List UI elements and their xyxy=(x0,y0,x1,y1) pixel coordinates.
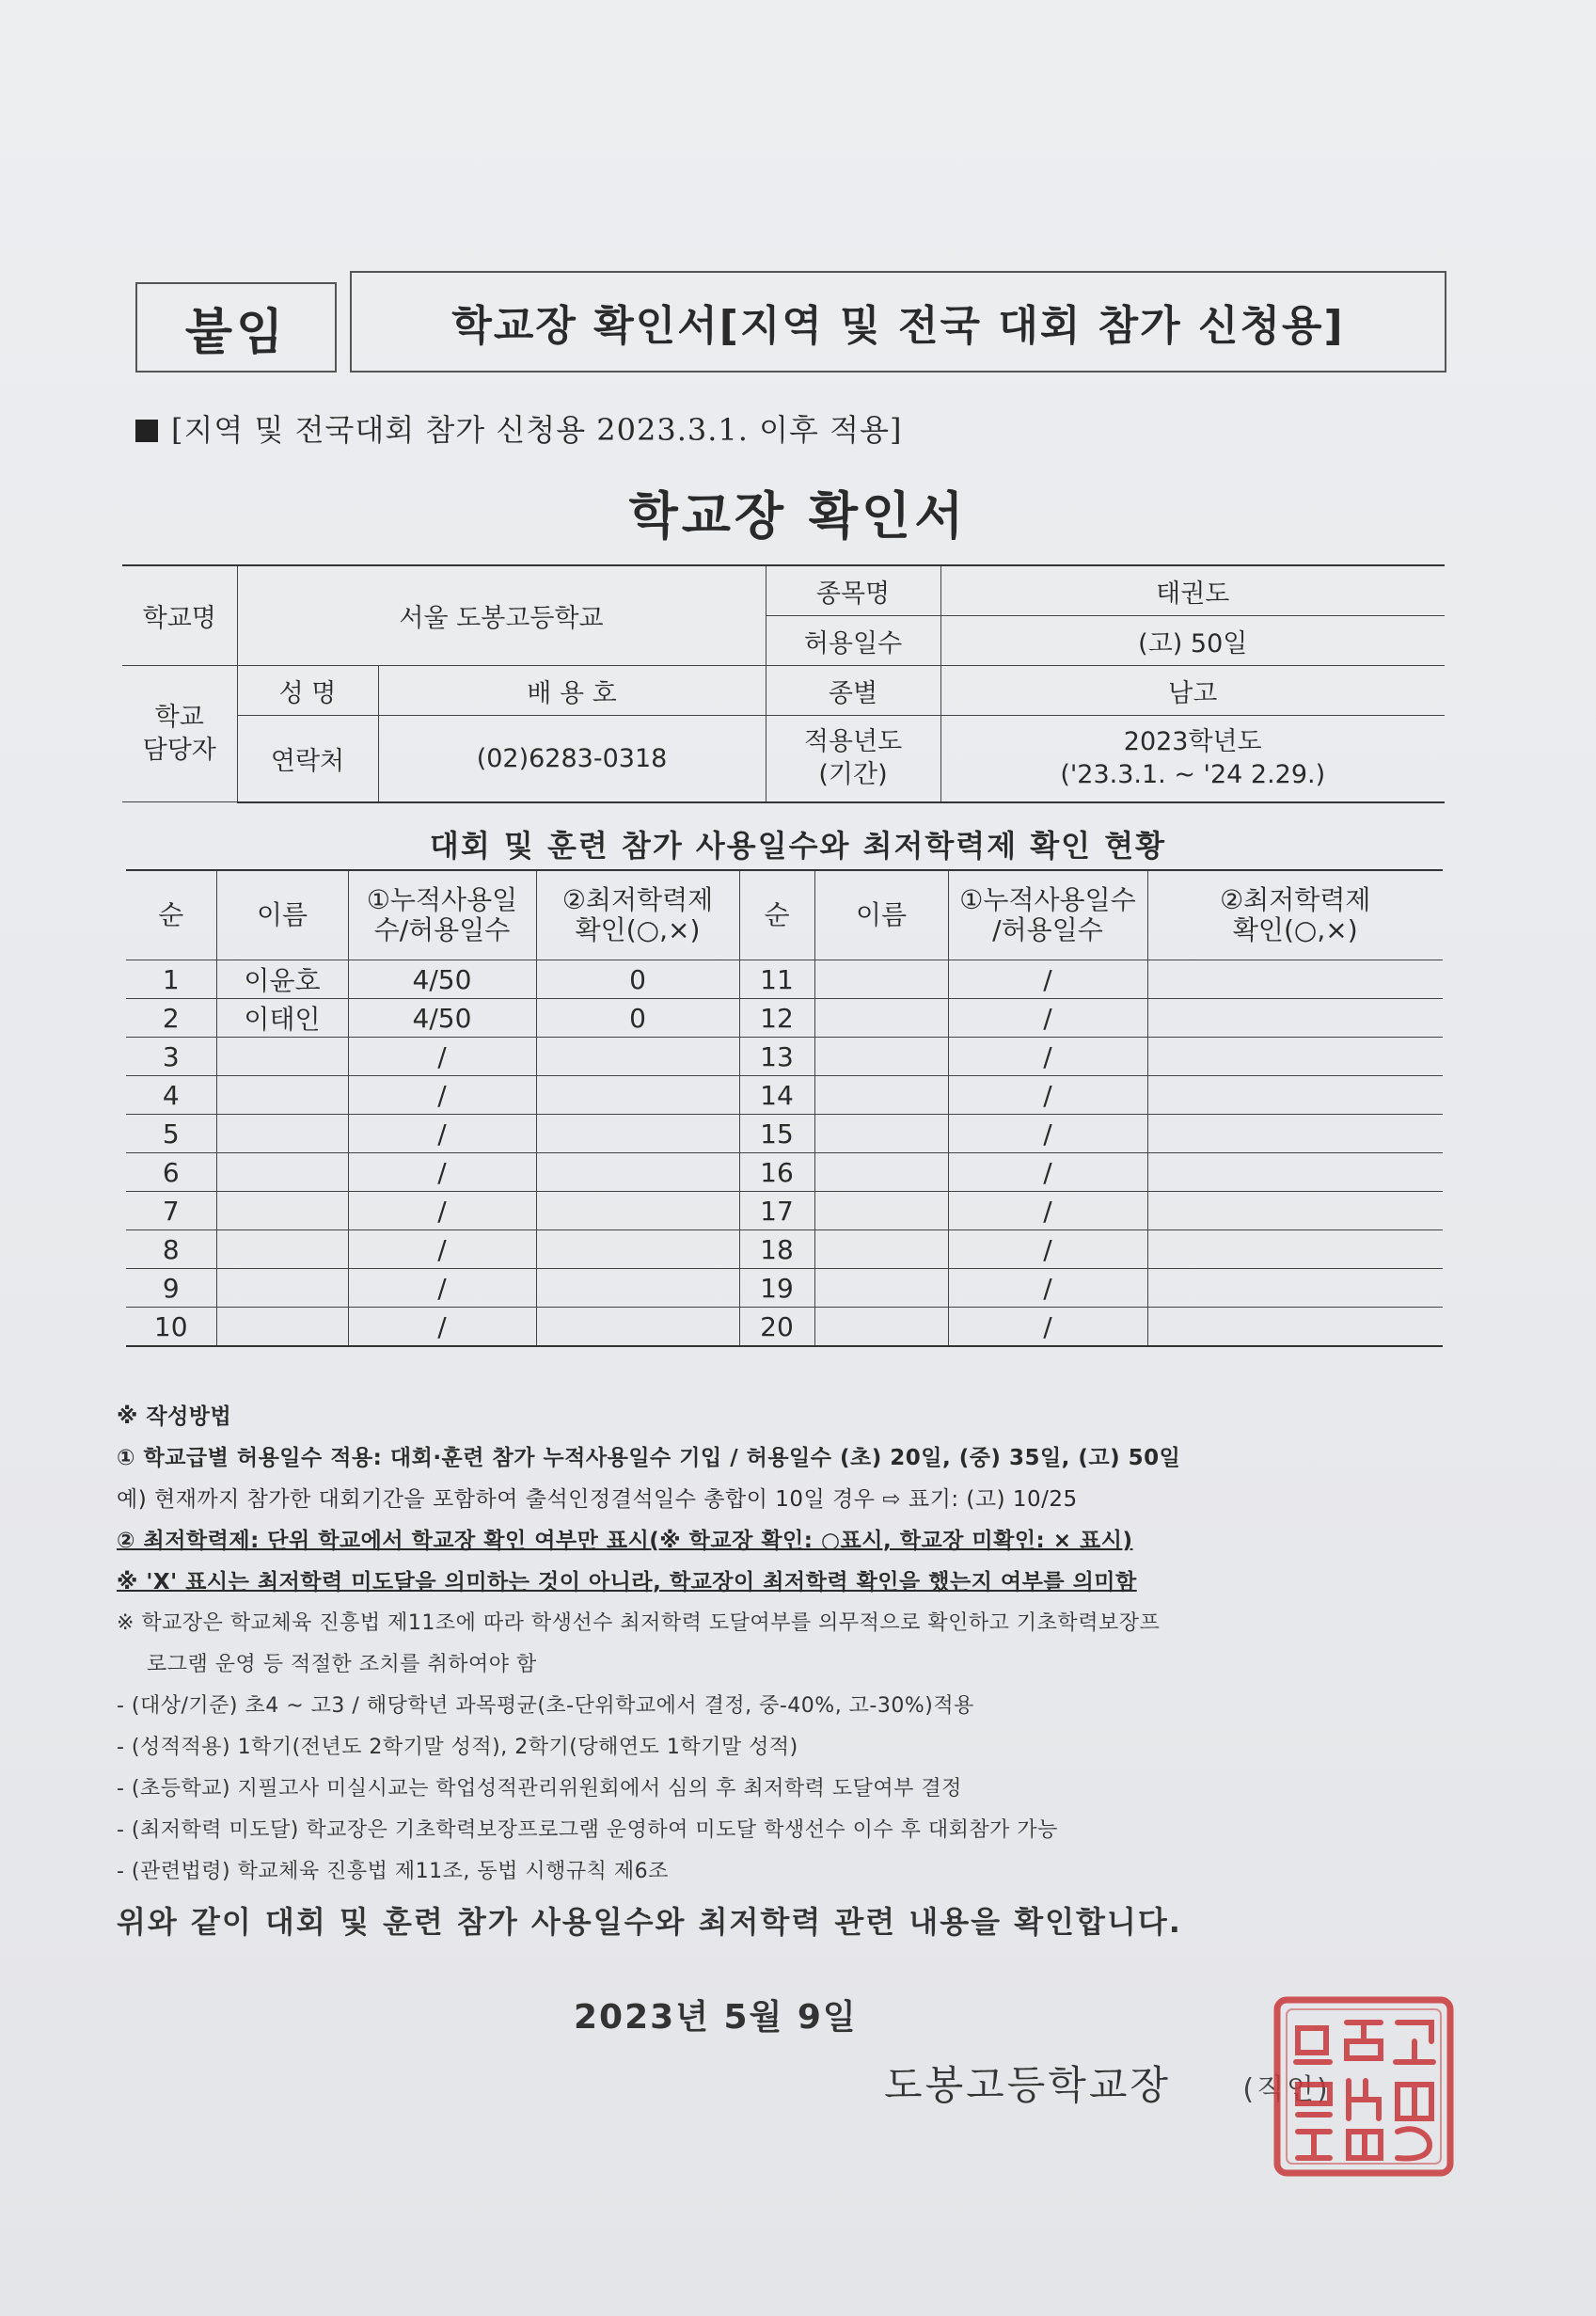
note-line-5a: ※ 학교장은 학교체육 진흥법 제11조에 따라 학생선수 최저학력 도달여부를 의무적으로 확인하고 기초학력보장프 xyxy=(117,1611,1161,1635)
row-check xyxy=(536,1115,739,1153)
row-check xyxy=(536,1153,739,1192)
row-num-right: 20 xyxy=(739,1308,814,1347)
row-num: 6 xyxy=(126,1153,216,1192)
gender-label: 종별 xyxy=(766,666,940,716)
table-row xyxy=(126,1038,1443,1076)
row-name-right xyxy=(814,960,948,999)
table-row xyxy=(126,1269,1443,1308)
table-row xyxy=(126,960,1443,999)
row-days: 4/50 xyxy=(348,999,536,1038)
instructions xyxy=(117,1396,1471,1893)
row-name xyxy=(216,1230,348,1269)
row-name: 이태인 xyxy=(216,999,348,1038)
confirmation-statement: 위와 같이 대회 및 훈련 참가 사용일수와 최저학력 관련 내용을 확인합니다. xyxy=(117,1904,1182,1940)
row-num-right: 16 xyxy=(739,1153,814,1192)
row-num-right: 12 xyxy=(739,999,814,1038)
person-name-label: 성 명 xyxy=(237,666,378,716)
row-num: 1 xyxy=(126,960,216,999)
official-seal-icon xyxy=(1272,1994,1456,2179)
table-row xyxy=(126,999,1443,1038)
person-name-value: 배 용 호 xyxy=(378,666,766,716)
row-name: 이윤호 xyxy=(216,960,348,999)
principal-name: 도봉고등학교장 xyxy=(884,2062,1172,2108)
roster-body xyxy=(126,960,1443,1347)
sport-label: 종목명 xyxy=(766,565,940,616)
school-info-table xyxy=(122,564,1445,803)
row-name xyxy=(216,1153,348,1192)
row-days: / xyxy=(348,1192,536,1230)
note-line-4: ※ 'X' 표시는 최저학력 미도달을 의미하는 것이 아니라, 학교장이 최저학력 확인을 했는지 여부를 의미함 xyxy=(117,1570,1137,1594)
row-check-right xyxy=(1147,1269,1443,1308)
row-days: / xyxy=(348,1308,536,1347)
gender-value: 남고 xyxy=(940,666,1445,716)
row-name-right xyxy=(814,1230,948,1269)
note-line-2: 예) 현재까지 참가한 대회기간을 포함하여 출석인정결석일수 총합이 10일 경우 ⇨ 표기: (고) 10/25 xyxy=(117,1487,1078,1512)
row-days: / xyxy=(348,1076,536,1115)
contact-value: (02)6283-0318 xyxy=(378,716,766,802)
row-check-right xyxy=(1147,1230,1443,1269)
row-check-right xyxy=(1147,1308,1443,1347)
note-line-10: - (관련법령) 학교체육 진흥법 제11조, 동법 시행규칙 제6조 xyxy=(117,1860,669,1883)
note-line-6: - (대상/기준) 초4 ~ 고3 / 해당학년 과목평균(초-단위학교에서 결정, 중-40%, 고-30%)적용 xyxy=(117,1694,974,1718)
row-num: 8 xyxy=(126,1230,216,1269)
row-days-right: / xyxy=(948,1038,1147,1076)
row-days: / xyxy=(348,1153,536,1192)
row-num-right: 19 xyxy=(739,1269,814,1308)
row-name-right xyxy=(814,1192,948,1230)
header-num-left: 순 xyxy=(126,870,216,960)
table-row xyxy=(126,1308,1443,1347)
row-check-right xyxy=(1147,1192,1443,1230)
row-num-right: 15 xyxy=(739,1115,814,1153)
note-line-8: - (초등학교) 지필고사 미실시교는 학업성적관리위원회에서 심의 후 최저학력 도달여부 결정 xyxy=(117,1777,962,1800)
row-num: 2 xyxy=(126,999,216,1038)
row-check xyxy=(536,1269,739,1308)
row-check xyxy=(536,1192,739,1230)
seal-note: (직인) xyxy=(1242,2073,1331,2106)
row-days: / xyxy=(348,1115,536,1153)
row-days-right: / xyxy=(948,960,1147,999)
page-title: 학교장 확인서 xyxy=(628,486,968,546)
subheading xyxy=(135,406,902,450)
row-num: 3 xyxy=(126,1038,216,1076)
row-num: 5 xyxy=(126,1115,216,1153)
row-check xyxy=(536,1308,739,1347)
header-days-right: ①누적사용일수 /허용일수 xyxy=(948,870,1147,960)
row-name xyxy=(216,1308,348,1347)
row-days: / xyxy=(348,1038,536,1076)
row-check-right xyxy=(1147,1076,1443,1115)
principal-title xyxy=(884,2054,1331,2111)
row-name xyxy=(216,1192,348,1230)
row-num-right: 17 xyxy=(739,1192,814,1230)
row-num-right: 14 xyxy=(739,1076,814,1115)
row-name xyxy=(216,1038,348,1076)
subheading-text: [지역 및 전국대회 참가 신청용 2023.3.1. 이후 적용] xyxy=(171,412,903,448)
header-num-right: 순 xyxy=(739,870,814,960)
row-name xyxy=(216,1269,348,1308)
row-check xyxy=(536,1230,739,1269)
row-name-right xyxy=(814,1269,948,1308)
row-days-right: / xyxy=(948,999,1147,1038)
row-days-right: / xyxy=(948,1115,1147,1153)
contact-label: 연락처 xyxy=(237,716,378,802)
row-name-right xyxy=(814,1308,948,1347)
row-days: / xyxy=(348,1230,536,1269)
row-days-right: / xyxy=(948,1153,1147,1192)
year-value: 2023학년도 ('23.3.1. ~ '24 2.29.) xyxy=(940,716,1445,802)
roster-table xyxy=(126,869,1443,1347)
row-days-right: / xyxy=(948,1269,1147,1308)
note-line-9: - (최저학력 미도달) 학교장은 기초학력보장프로그램 운영하여 미도달 학생선수 이수 후 대회참가 가능 xyxy=(117,1818,1058,1842)
note-line-5b: 로그램 운영 등 적절한 조치를 취하여야 함 xyxy=(147,1653,537,1676)
table-row xyxy=(126,1115,1443,1153)
row-check-right xyxy=(1147,999,1443,1038)
row-num-right: 11 xyxy=(739,960,814,999)
row-check: 0 xyxy=(536,999,739,1038)
row-name-right xyxy=(814,1038,948,1076)
row-name-right xyxy=(814,1153,948,1192)
row-days-right: / xyxy=(948,1192,1147,1230)
row-name-right xyxy=(814,1115,948,1153)
row-num: 10 xyxy=(126,1308,216,1347)
row-check xyxy=(536,1038,739,1076)
row-days-right: / xyxy=(948,1076,1147,1115)
row-num: 9 xyxy=(126,1269,216,1308)
row-num-right: 18 xyxy=(739,1230,814,1269)
row-name xyxy=(216,1076,348,1115)
row-name-right xyxy=(814,1076,948,1115)
note-line-1: ① 학교급별 허용일수 적용: 대회·훈련 참가 누적사용일수 기입 / 허용일수 (초) 20일, (중) 35일, (고) 50일 xyxy=(117,1446,1181,1470)
table-row xyxy=(126,1076,1443,1115)
row-name-right xyxy=(814,999,948,1038)
row-days: / xyxy=(348,1269,536,1308)
header-days-left: ①누적사용일 수/허용일수 xyxy=(348,870,536,960)
header-name-right: 이름 xyxy=(814,870,948,960)
row-check-right xyxy=(1147,1153,1443,1192)
row-num: 7 xyxy=(126,1192,216,1230)
table-row xyxy=(126,1230,1443,1269)
row-num-right: 13 xyxy=(739,1038,814,1076)
allowed-days-label: 허용일수 xyxy=(766,616,940,666)
note-line-7: - (성적적용) 1학기(전년도 2학기말 성적), 2학기(당해연도 1학기말 성적) xyxy=(117,1736,798,1759)
row-days: 4/50 xyxy=(348,960,536,999)
row-check: 0 xyxy=(536,960,739,999)
notes-heading: ※ 작성방법 xyxy=(117,1404,232,1429)
row-days-right: / xyxy=(948,1308,1147,1347)
row-check-right xyxy=(1147,1115,1443,1153)
attach-label: 붙임 xyxy=(135,282,337,373)
row-check-right xyxy=(1147,1038,1443,1076)
allowed-days-value: (고) 50일 xyxy=(940,616,1445,666)
manager-label: 학교 담당자 xyxy=(122,666,237,802)
row-days-right: / xyxy=(948,1230,1147,1269)
header-check-left: ②최저학력제 확인(○,×) xyxy=(536,870,739,960)
header-check-right: ②최저학력제 확인(○,×) xyxy=(1147,870,1443,960)
school-name-value: 서울 도봉고등학교 xyxy=(237,565,766,666)
table-row xyxy=(126,1153,1443,1192)
table-row xyxy=(126,1192,1443,1230)
sport-value: 태권도 xyxy=(940,565,1445,616)
year-label: 적용년도 (기간) xyxy=(766,716,940,802)
form-title: 학교장 확인서[지역 및 전국 대회 참가 신청용] xyxy=(350,271,1446,373)
row-check-right xyxy=(1147,960,1443,999)
note-line-3: ② 최저학력제: 단위 학교에서 학교장 확인 여부만 표시(※ 학교장 확인: ○표시, 학교장 미확인: × 표시) xyxy=(117,1529,1133,1553)
header-name-left: 이름 xyxy=(216,870,348,960)
row-check xyxy=(536,1076,739,1115)
row-num: 4 xyxy=(126,1076,216,1115)
school-name-label: 학교명 xyxy=(122,565,237,666)
row-name xyxy=(216,1115,348,1153)
roster-title: 대회 및 훈련 참가 사용일수와 최저학력제 확인 현황 xyxy=(429,828,1167,864)
square-bullet-icon xyxy=(135,420,158,442)
issue-date: 2023년 5월 9일 xyxy=(574,1998,858,2037)
